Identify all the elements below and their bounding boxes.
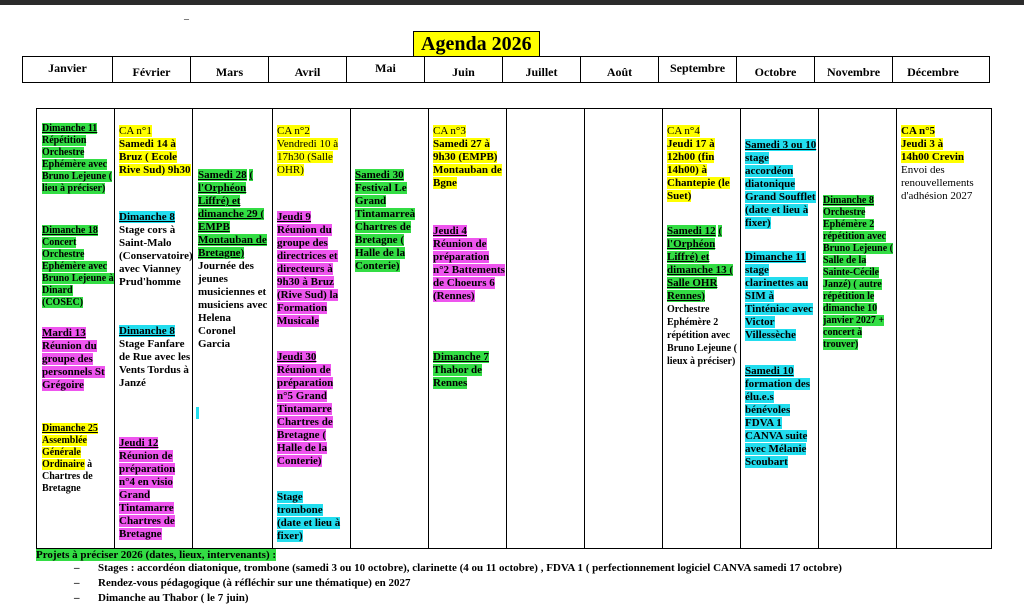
month-header-decembre: Décembre: [907, 65, 959, 79]
event-sep-ca4: [667, 125, 739, 203]
event-date: Dimanche 8: [823, 195, 874, 206]
event-text: Réunion de préparation n°4 en visio Grand Tintamarre Chartres de Bretagne: [119, 450, 176, 540]
event-text: Concert Orchestre Ephémère avec Bruno Lejeune à Dinard (COSEC): [42, 237, 114, 308]
event-text: Festival Le Grand Tintamarreà Chartres de Bretagne ( Halle de la Conterie): [355, 182, 416, 272]
event-jan-assembly: [42, 423, 114, 495]
event-text: Vendredi 10 à 17h30 (Salle OHR): [277, 138, 339, 176]
event-nov-orchestre: [823, 195, 895, 351]
event-date: Samedi 10: [745, 365, 794, 377]
month-header-septembre: Septembre: [659, 57, 737, 82]
event-date: Dimanche 8: [119, 325, 175, 337]
event-text: Samedi 14 à Bruz ( Ecole Rive Sud) 9h30: [119, 138, 191, 176]
event-rest: Orchestre Ephémère 2 répétition avec Bruno Lejeune ( lieux à préciser): [667, 304, 737, 367]
event-rest: Journée des jeunes musiciennes et musiciens avec Helena Coronel Garcia: [198, 260, 268, 350]
event-place: à Chartres de Bretagne: [42, 459, 93, 494]
event-apr-directeurs: [277, 211, 349, 328]
footer-item-stages: – Stages : accordéon diatonique, trombone (samedi 3 ou 10 octobre), clarinette (4 ou 11 octobre) , FDVA 1 ( perfectionnement logiciel CANVA samedi 17 octobre): [74, 561, 842, 576]
event-feb-reunion4: [119, 437, 191, 541]
event-text: Répétition Orchestre Ephémère avec Bruno Lejeune ( lieu à préciser): [42, 135, 112, 194]
event-date: Jeudi 4: [433, 225, 467, 237]
event-date: Dimanche 11: [42, 123, 98, 134]
column-avril: [273, 109, 351, 548]
column-juillet: [507, 109, 585, 548]
page-title: Agenda 2026: [413, 31, 540, 57]
event-may-festival: [355, 169, 427, 273]
event-oct-fdva: [745, 365, 817, 469]
month-header-row: [22, 56, 990, 83]
event-date: Samedi 30: [355, 169, 404, 181]
event-text: Réunion de préparation n°5 Grand Tintamarre Chartres de Bretagne ( Halle de la Conterie): [277, 364, 334, 467]
event-oct-accordeon: [745, 139, 817, 230]
event-dec-ca5: [901, 125, 973, 203]
column-septembre: [663, 109, 741, 548]
event-apr-trombone: [277, 491, 349, 543]
event-feb-cors: [119, 211, 191, 289]
event-date: Jeudi 9: [277, 211, 311, 223]
cyan-marker: [196, 407, 199, 419]
event-feb-ca1: [119, 125, 191, 177]
event-date: Dimanche 7: [433, 351, 489, 363]
event-text: ( l'Orphéon Liffré) et dimanche 29 ( EMPB Montauban de Bretagne): [198, 169, 267, 259]
footer-heading: Projets à préciser 2026 (dates, lieux, intervenants) :: [36, 549, 277, 561]
month-header-juin: Juin: [425, 57, 503, 82]
event-ca: CA n°1: [119, 125, 152, 137]
footer-list: [36, 561, 842, 606]
event-oct-clarinettes: [745, 251, 817, 342]
event-date: Samedi 12: [667, 225, 716, 237]
column-aout: [585, 109, 663, 548]
month-header-avril: Avril: [269, 57, 347, 82]
event-jan-concert: [42, 225, 114, 309]
event-ca: CA n°2: [277, 125, 310, 137]
event-date: Dimanche 8: [119, 211, 175, 223]
event-text: formation des élu.e.s bénévoles FDVA 1 CANVA suite avec Mélanie Scoubart: [745, 378, 811, 468]
event-date: Mardi 13: [42, 327, 86, 339]
event-jan-rehearsal: [42, 123, 114, 195]
agenda-body-row: [36, 108, 992, 549]
event-feb-fanfare: [119, 325, 191, 390]
event-text: ( l'Orphéon Liffré) et dimanche 13 ( Salle OHR Rennes): [667, 225, 733, 302]
event-ca: CA n°5: [901, 125, 936, 137]
month-header-novembre: Novembre: [815, 57, 893, 82]
event-text: Réunion de préparation n°2 Battements de Choeurs 6 (Rennes): [433, 238, 505, 302]
event-text: Réunion du groupe des personnels St Grégoire: [42, 340, 105, 391]
event-date: Dimanche 25: [42, 423, 98, 434]
event-date: Dimanche 11: [745, 251, 806, 263]
event-text: Stage trombone (date et lieu à fixer): [277, 491, 341, 542]
event-ca: CA n°4: [667, 125, 700, 137]
column-juin: [429, 109, 507, 548]
column-mai: [351, 109, 429, 548]
month-header-janvier: Janvier: [23, 57, 113, 82]
event-jan-meeting: [42, 327, 114, 392]
event-text: Orchestre Ephémère 2 répétition avec Bruno Lejeune ( Salle de la Sainte-Cécile Janzé) ( autre répétition le dimanche 10 janvier 2027 + concert à trouver): [823, 207, 893, 350]
month-header-aout: Août: [581, 57, 659, 82]
event-jun-ca3: [433, 125, 505, 190]
event-text: Samedi 27 à 9h30 (EMPB) Montauban de Bgne: [433, 138, 502, 189]
column-decembre: [897, 109, 975, 548]
event-text: Stage Fanfare de Rue avec les Vents Tordus à Janzé: [119, 338, 191, 389]
event-text: Réunion du groupe des directrices et directeurs à 9h30 à Bruz (Rive Sud) la Formation Musicale: [277, 224, 339, 327]
top-bar: [0, 0, 1024, 5]
footer-item-thabor: – Dimanche au Thabor ( le 7 juin): [74, 591, 842, 606]
column-novembre: [819, 109, 897, 548]
footer-projects: [36, 549, 842, 606]
event-text: stage clarinettes au SIM à Tinténiac avec Victor Villessèche: [745, 264, 813, 341]
event-mar-jeunes: [198, 169, 270, 351]
event-date: Jeudi 12: [119, 437, 159, 449]
event-text: Stage cors à Saint-Malo (Conservatoire) avec Vianney Prud'homme: [119, 224, 193, 288]
month-header-juillet: Juillet: [503, 57, 581, 82]
stray-dash: –: [184, 14, 189, 25]
event-rest: Envoi des renouvellements d'adhésion 2027: [901, 164, 974, 202]
event-date: Dimanche 18: [42, 225, 98, 236]
column-mars: [193, 109, 273, 548]
event-sep-orchestre: [667, 225, 739, 368]
event-text: Thabor de Rennes: [433, 364, 483, 389]
month-header-mars: Mars: [191, 57, 269, 82]
event-text: stage accordéon diatonique Grand Soufflet (date et lieu à fixer): [745, 152, 816, 229]
event-text: Jeudi 17 à 12h00 (fin 14h00) à Chantepie (le Suet): [667, 138, 730, 202]
event-jun-choeurs: [433, 225, 505, 303]
event-date: Jeudi 30: [277, 351, 317, 363]
event-text: Assemblée Générale Ordinaire: [42, 435, 87, 470]
column-janvier: [37, 109, 115, 548]
event-date: Samedi 28: [198, 169, 247, 181]
event-ca: CA n°3: [433, 125, 466, 137]
event-text: Jeudi 3 à 14h00 Crevin: [901, 138, 965, 163]
month-header-mai: Mai: [347, 57, 425, 82]
event-date: Samedi 3 ou 10: [745, 139, 817, 151]
event-apr-reunion5: [277, 351, 349, 468]
event-apr-ca2: [277, 125, 349, 177]
month-header-octobre: Octobre: [737, 57, 815, 82]
column-fevrier: [115, 109, 193, 548]
column-octobre: [741, 109, 819, 548]
footer-item-rendez-vous: – Rendez-vous pédagogique (à réfléchir sur une thématique) en 2027: [74, 576, 842, 591]
month-header-fevrier: Février: [113, 57, 191, 82]
event-jun-thabor: [433, 351, 505, 390]
